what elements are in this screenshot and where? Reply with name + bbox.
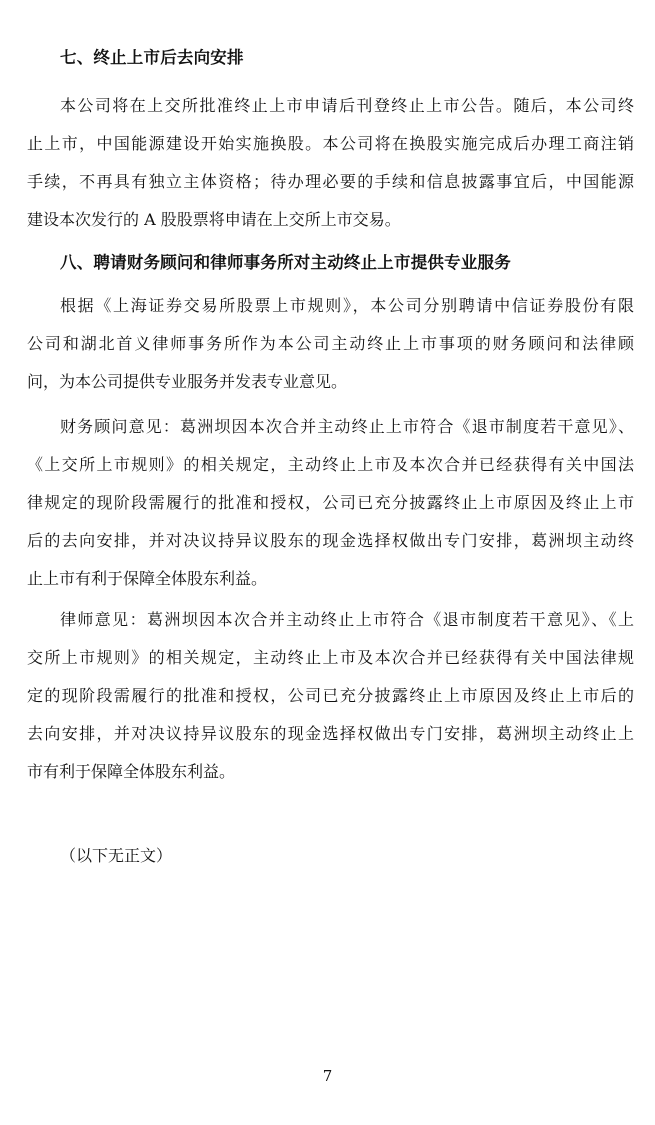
paragraph-line: 定的现阶段需履行的批准和授权，公司已充分披露终止上市原因及终止上市后的 (27, 686, 634, 705)
paragraph-line: 《上交所上市规则》的相关规定，主动终止上市及本次合并已经获得有关中国法 (27, 455, 634, 474)
lawyer-opinion-paragraph (27, 601, 634, 791)
financial-advisor-opinion-paragraph (27, 408, 634, 598)
paragraph-line: 财务顾问意见：葛洲坝因本次合并主动终止上市符合《退市制度若干意见》、 (60, 417, 634, 436)
closing-note: （以下无正文） (60, 846, 173, 865)
paragraph-line: 律师意见：葛洲坝因本次合并主动终止上市符合《退市制度若干意见》、《上 (60, 610, 634, 629)
paragraph-line: 根据《上海证券交易所股票上市规则》，本公司分别聘请中信证券股份有限 (60, 296, 634, 315)
paragraph-line: 去向安排，并对决议持异议股东的现金选择权做出专门安排，葛洲坝主动终止上 (27, 724, 634, 743)
paragraph-line: 建设本次发行的 A 股股票将申请在上交所上市交易。 (27, 210, 401, 229)
paragraph-line: 本公司将在上交所批准终止上市申请后刊登终止上市公告。随后，本公司终 (60, 96, 634, 115)
paragraph-line: 市有利于保障全体股东利益。 (27, 762, 236, 781)
paragraph-line: 后的去向安排，并对决议持异议股东的现金选择权做出专门安排，葛洲坝主动终 (27, 531, 634, 550)
paragraph-line: 止上市有利于保障全体股东利益。 (27, 569, 268, 588)
paragraph-line: 止上市，中国能源建设开始实施换股。本公司将在换股实施完成后办理工商注销 (27, 134, 634, 153)
paragraph-line: 交所上市规则》的相关规定，主动终止上市及本次合并已经获得有关中国法律规 (27, 648, 634, 667)
section-8-heading: 八、聘请财务顾问和律师事务所对主动终止上市提供专业服务 (60, 253, 511, 272)
paragraph-line: 手续，不再具有独立主体资格；待办理必要的手续和信息披露事宜后，中国能源 (27, 172, 634, 191)
paragraph-line: 公司和湖北首义律师事务所作为本公司主动终止上市事项的财务顾问和法律顾 (27, 334, 634, 353)
paragraph-line: 律规定的现阶段需履行的批准和授权，公司已充分披露终止上市原因及终止上市 (27, 493, 634, 512)
section-8-intro-paragraph (27, 287, 634, 401)
page-number: 7 (322, 1067, 333, 1085)
section-7-paragraph (27, 87, 634, 239)
section-7-heading: 七、终止上市后去向安排 (60, 48, 244, 67)
paragraph-line: 问，为本公司提供专业服务并发表专业意见。 (27, 372, 348, 391)
